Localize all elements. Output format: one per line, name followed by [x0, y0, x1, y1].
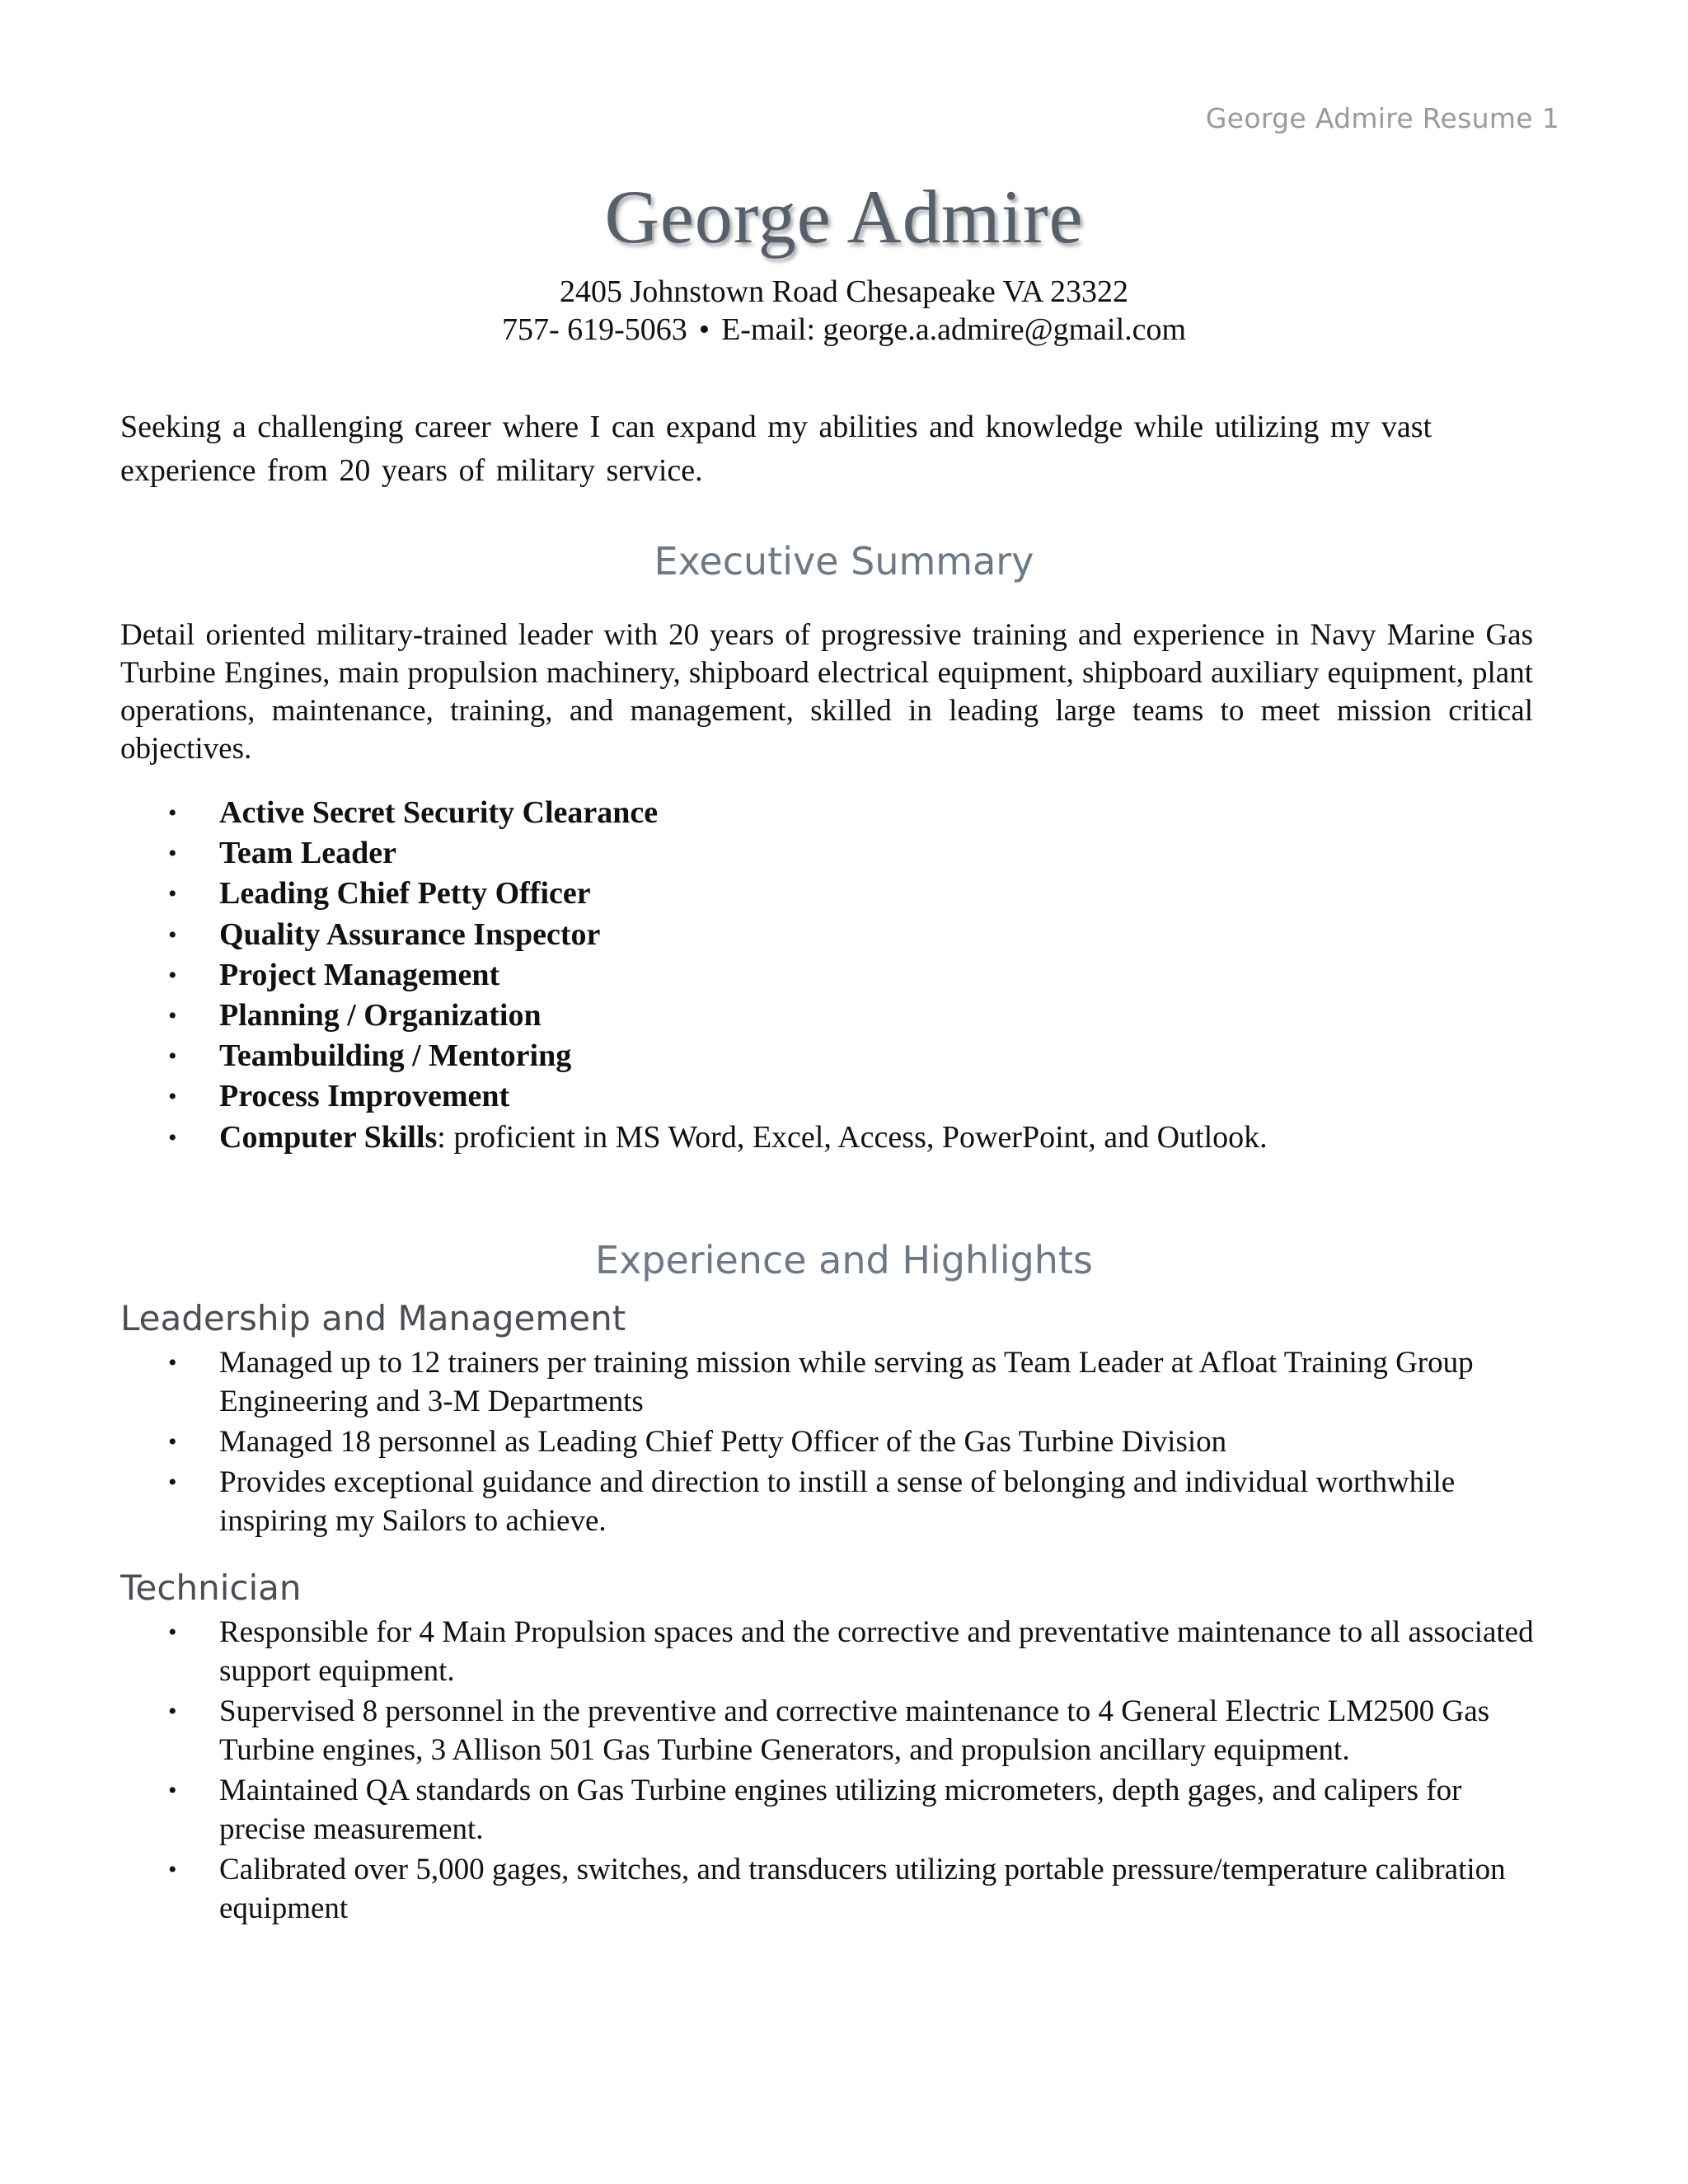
list-item	[120, 915, 1571, 955]
skill-label: Team Leader	[219, 836, 396, 871]
skill-label: Project Management	[219, 957, 500, 992]
item-text: Maintained QA standards on Gas Turbine engines utilizing micrometers, depth gages, and calipers for precise measurement.	[219, 1774, 1462, 1846]
executive-summary-title: Executive Summary	[654, 539, 1034, 583]
bullet-icon: •	[168, 880, 177, 908]
list-item	[120, 1343, 1554, 1421]
bullet-icon: •	[168, 961, 177, 989]
contact-email: E-mail: george.a.admire@gmail.com	[721, 312, 1187, 347]
bullet-icon: •	[168, 1043, 177, 1071]
leadership-subtitle: Leadership and Management	[120, 1298, 626, 1338]
bullet-icon: •	[168, 1123, 177, 1151]
list-item	[120, 1463, 1554, 1540]
list-item	[120, 1613, 1554, 1690]
skill-label: Quality Assurance Inspector	[219, 916, 601, 952]
contact-address: 2405 Johnstown Road Chesapeake VA 23322	[560, 274, 1128, 309]
item-text: Provides exceptional guidance and direction to instill a sense of belonging and individual worthwhile inspiring my Sailors to achieve.	[219, 1465, 1456, 1538]
list-item	[120, 1036, 1571, 1076]
item-text: Supervised 8 personnel in the preventive and corrective maintenance to 4 General Electric LM2500 Gas Turbine engines, 3 Allison 501 Gas Turbine Generators, and propulsion ancillary equipment.	[219, 1694, 1490, 1767]
skill-label: Planning / Organization	[219, 997, 542, 1033]
bullet-icon: •	[168, 1083, 177, 1111]
list-item	[120, 1850, 1554, 1928]
technician-list	[120, 1613, 1554, 1929]
skill-label: Leading Chief Petty Officer	[219, 876, 591, 912]
bullet-icon: •	[168, 1001, 177, 1029]
candidate-name: George Admire	[604, 175, 1084, 259]
running-head: George Admire Resume 1	[1205, 102, 1559, 134]
list-item	[120, 1422, 1554, 1461]
list-item	[120, 833, 1571, 874]
technician-subtitle: Technician	[120, 1568, 302, 1608]
list-item	[120, 1771, 1554, 1849]
skill-detail: : proficient in MS Word, Excel, Access, PowerPoint, and Outlook.	[437, 1119, 1268, 1155]
list-item	[120, 1692, 1554, 1769]
bullet-icon: •	[168, 799, 177, 827]
bullet-icon: •	[168, 840, 177, 868]
skill-label: Teambuilding / Mentoring	[219, 1038, 572, 1074]
list-item	[120, 996, 1571, 1036]
experience-title: Experience and Highlights	[595, 1238, 1093, 1282]
bullet-icon: •	[168, 1698, 177, 1725]
item-text: Managed 18 personnel as Leading Chief Petty Officer of the Gas Turbine Division	[219, 1425, 1227, 1459]
bullet-icon: •	[168, 1856, 177, 1883]
objective-statement: Seeking a challenging career where I can expand my abilities and knowledge while utilizing my vast experience from 20 years of military service.	[120, 410, 1432, 488]
bullet-icon: •	[168, 1619, 177, 1646]
skill-label: Active Secret Security Clearance	[219, 795, 659, 830]
skills-list	[120, 793, 1571, 1158]
list-item	[120, 793, 1571, 833]
list-item	[120, 874, 1571, 914]
list-item	[120, 1118, 1571, 1158]
item-text: Responsible for 4 Main Propulsion spaces and the corrective and preventative maintenance to all associated support equipment.	[219, 1615, 1534, 1688]
skill-label: Computer Skills	[219, 1119, 438, 1155]
executive-summary-text: Detail oriented military-trained leader with 20 years of progressive training and experience in Navy Marine Gas Turbine Engines, main propulsion machinery, shipboard electrical equipment, shipboard auxiliary equipment, plant operations, maintenance, training, and management, skilled in leading large teams to meet mission critical objectives.	[120, 618, 1533, 766]
leadership-list	[120, 1343, 1554, 1542]
skill-label: Process Improvement	[219, 1079, 510, 1114]
list-item	[120, 955, 1571, 996]
item-text: Calibrated over 5,000 gages, switches, and transducers utilizing portable pressure/temperature calibration equipment	[219, 1853, 1506, 1925]
bullet-icon: •	[168, 921, 177, 949]
bullet-icon: •	[168, 1469, 177, 1496]
contact-phone-email	[0, 312, 1688, 348]
bullet-icon: •	[168, 1349, 177, 1376]
contact-phone: 757- 619-5063	[501, 312, 687, 347]
item-text: Managed up to 12 trainers per training mission while serving as Team Leader at Afloat Training Group Engineering and 3-M Departments	[219, 1346, 1474, 1418]
list-item	[120, 1076, 1571, 1117]
bullet-icon: •	[168, 1428, 177, 1455]
bullet-icon: •	[168, 1777, 177, 1804]
separator-dot: •	[698, 312, 710, 347]
